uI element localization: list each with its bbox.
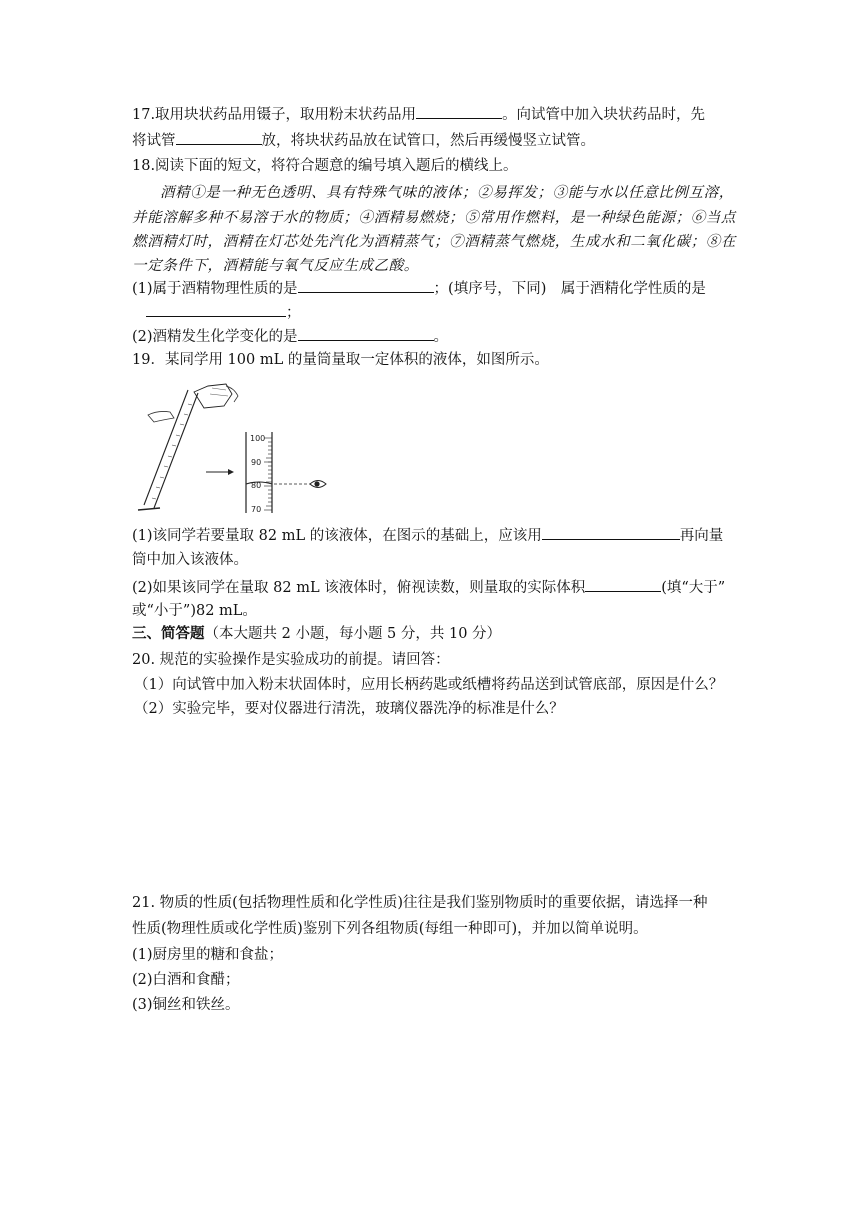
scale-label: 70 <box>251 505 262 514</box>
magnified-scale-icon <box>246 432 272 514</box>
q19-sub-2: (2)如果该同学在量取 82 mL 该液体时，俯视读数，则量取的实际体积 (填“大于” <box>132 577 725 598</box>
scale-label: 100 <box>250 434 266 443</box>
q20-sub-2: （2）实验完毕，要对仪器进行清洗，玻璃仪器洗净的标准是什么？ <box>134 701 564 717</box>
hand-icon <box>148 411 174 422</box>
answer-blank[interactable] <box>176 130 262 145</box>
eye-icon <box>310 481 326 488</box>
q19-heading: 19．某同学用 100 mL 的量筒量取一定体积的液体，如图所示。 <box>132 352 549 368</box>
q18-heading: 18.阅读下面的短文，将符合题意的编号填入题后的横线上。 <box>132 158 518 174</box>
q18-passage-line-1: 酒精①是一种无色透明、具有特殊气味的液体；②易挥发；③能与水以任意比例互溶， <box>160 185 734 201</box>
q21-sub-1: (1)厨房里的糖和食盐； <box>132 947 284 963</box>
q20-sub-1: （1）向试管中加入粉末状固体时，应用长柄药匙或纸槽将药品送到试管底部，原因是什么？ <box>134 677 724 693</box>
q18-sub-1-cont: ； <box>132 302 301 323</box>
q21-line-1: 21. 物质的性质(包括物理性质和化学性质)往往是我们鉴别物质时的重要依据，请选择一种 <box>132 895 708 911</box>
q17-line-1: 17.取用块状药品用镊子，取用粉末状药品用 。向试管中加入块状药品时，先 <box>132 104 705 125</box>
q18-sub-1: (1)属于酒精物理性质的是 ；(填序号，下同) 属于酒精化学性质的是 <box>132 278 706 299</box>
q19-sub-2-cont: 或“小于”)82 mL。 <box>132 603 257 619</box>
tilted-cylinder-icon <box>138 390 198 510</box>
q18-passage-line-4: 一定条件下，酒精能与氧气反应生成乙酸。 <box>132 258 419 274</box>
q18-sub-2: (2)酒精发生化学变化的是 。 <box>132 326 448 347</box>
section-3-heading: 三、简答题（本大题共 2 小题，每小题 5 分，共 10 分） <box>132 625 502 642</box>
q18-passage-line-2: 并能溶解多种不易溶于水的物质；④酒精易燃烧；⑤常用作燃料，是一种绿色能源；⑥当点 <box>132 210 736 226</box>
q19-sub-1-cont: 筒中加入该液体。 <box>132 552 248 568</box>
answer-blank[interactable] <box>542 525 680 540</box>
q21-line-2: 性质(物理性质或化学性质)鉴别下列各组物质(每组一种即可)，并加以简单说明。 <box>132 921 648 937</box>
scale-label: 80 <box>251 481 262 490</box>
answer-blank[interactable] <box>416 104 502 119</box>
answer-blank[interactable] <box>298 278 434 293</box>
answer-blank[interactable] <box>585 577 661 592</box>
answer-blank[interactable] <box>298 326 434 341</box>
reagent-bottle-icon <box>194 384 238 408</box>
answer-blank[interactable] <box>146 302 286 317</box>
q20-heading: 20. 规范的实验操作是实验成功的前提。请回答： <box>132 652 450 668</box>
q17-line-2: 将试管 放，将块状药品放在试管口，然后再缓慢竖立试管。 <box>132 130 595 151</box>
q18-passage-line-3: 燃酒精灯时，酒精在灯芯处先汽化为酒精蒸气；⑦酒精蒸气燃烧，生成水和二氧化碳；⑧在 <box>132 234 736 250</box>
arrow-icon <box>206 469 234 475</box>
q21-sub-3: (3)铜丝和铁丝。 <box>132 997 240 1013</box>
q19-sub-1: (1)该同学若要量取 82 mL 的该液体，在图示的基础上，应该用 再向量 <box>132 525 723 546</box>
graduated-cylinder-figure <box>130 380 340 515</box>
q21-sub-2: (2)白酒和食醋； <box>132 972 240 988</box>
scale-label: 90 <box>251 458 262 467</box>
